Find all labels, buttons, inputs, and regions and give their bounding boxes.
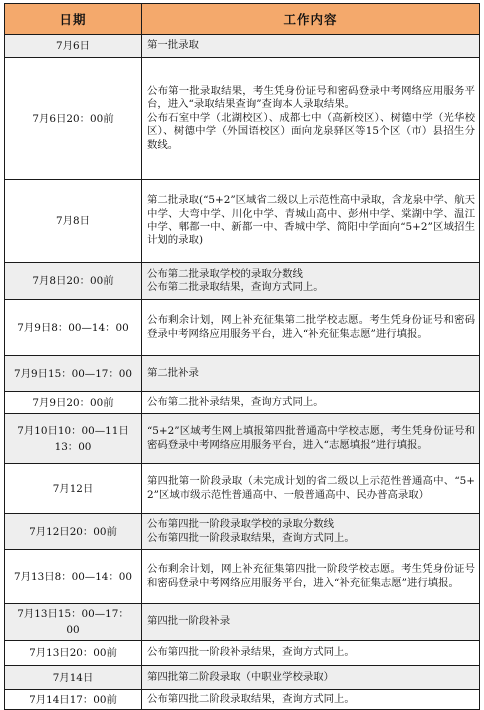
- schedule-table-wrapper: [4, 3, 479, 710]
- row-content: “5+2”区域考生网上填报第四批普通高中学校志愿，考生凭身份证号和密码登录中考网络应用服务平台，进入“志愿填报”进行填报。: [142, 414, 480, 464]
- row-date: 7月9日8：00—14：00: [5, 300, 142, 356]
- row-date: 7月13日20：00前: [5, 641, 142, 666]
- row-content: 公布第二批补录结果，查询方式同上。: [142, 392, 480, 414]
- row-date: 7月14日: [5, 666, 142, 690]
- table-row: [5, 58, 480, 180]
- row-date: 7月6日20：00前: [5, 58, 142, 180]
- row-content: 第二批补录: [142, 356, 480, 392]
- row-content: 第一批录取: [142, 35, 480, 58]
- row-content: 第四批一阶段补录: [142, 604, 480, 641]
- row-content: 公布第四批一阶段补录结果，查询方式同上。: [142, 641, 480, 666]
- header-content: 工作内容: [142, 4, 480, 35]
- row-content: 第四批第一阶段录取（未完成计划的省二级以上示范性普通高中、“5+2”区域市级示范性普通高中、一般普通高中、民办普高录取）: [142, 464, 480, 514]
- table-row: [5, 550, 480, 604]
- row-content: 公布剩余计划，网上补充征集第二批学校志愿。考生凭身份证号和密码登录中考网络应用服务平台，进入“补充征集志愿”进行填报。: [142, 300, 480, 356]
- row-content: 第二批录取(“5+2”区域省二级以上示范性高中录取，含龙泉中学、航天中学、大弯中学、川化中学、青城山高中、彭州中学、棠湖中学、温江中学、郫都一中、新都一中、香城中学、简阳中学面向“5+2”区域招生计划的录取): [142, 180, 480, 263]
- row-date: 7月14日17：00前: [5, 690, 142, 710]
- row-date: 7月10日10：00—11日13：00: [5, 414, 142, 464]
- table-row: [5, 666, 480, 690]
- row-date: 7月12日20：00前: [5, 514, 142, 550]
- table-row: [5, 180, 480, 263]
- row-content: 公布剩余计划，网上补充征集第四批一阶段学校志愿。考生凭身份证号和密码登录中考网络应用服务平台，进入“补充征集志愿”进行填报。: [142, 550, 480, 604]
- table-row: [5, 35, 480, 58]
- table-row: [5, 263, 480, 300]
- table-header-row: [5, 4, 480, 35]
- row-date: 7月12日: [5, 464, 142, 514]
- table-row: [5, 414, 480, 464]
- header-date: 日期: [5, 4, 142, 35]
- row-date: 7月9日15：00—17：00: [5, 356, 142, 392]
- row-date: 7月9日20：00前: [5, 392, 142, 414]
- row-date: 7月8日20：00前: [5, 263, 142, 300]
- row-content: 公布第四批二阶段录取结果，查询方式同上。: [142, 690, 480, 710]
- table-row: [5, 604, 480, 641]
- schedule-table: [4, 3, 480, 710]
- row-date: 7月13日8：00—14：00: [5, 550, 142, 604]
- row-content: 公布第二批录取学校的录取分数线 公布第二批录取结果，查询方式同上。: [142, 263, 480, 300]
- table-row: [5, 356, 480, 392]
- table-row: [5, 392, 480, 414]
- row-date: 7月13日15：00—17：00: [5, 604, 142, 641]
- row-content: 公布第一批录取结果，考生凭身份证号和密码登录中考网络应用服务平台，进入“录取结果查询”查询本人录取结果。 公布石室中学（北湖校区）、成都七中（高新校区）、树德中学（光华校区）、树德中学（外国语校区）面向龙泉驿区等15个区（市）县招生分数线。: [142, 58, 480, 180]
- row-date: 7月6日: [5, 35, 142, 58]
- row-date: 7月8日: [5, 180, 142, 263]
- table-row: [5, 514, 480, 550]
- row-content: 第四批第二阶段录取（中职业学校录取）: [142, 666, 480, 690]
- table-row: [5, 641, 480, 666]
- row-content: 公布第四批一阶段录取学校的录取分数线 公布第四批一阶段录取结果，查询方式同上。: [142, 514, 480, 550]
- table-row: [5, 300, 480, 356]
- table-row: [5, 464, 480, 514]
